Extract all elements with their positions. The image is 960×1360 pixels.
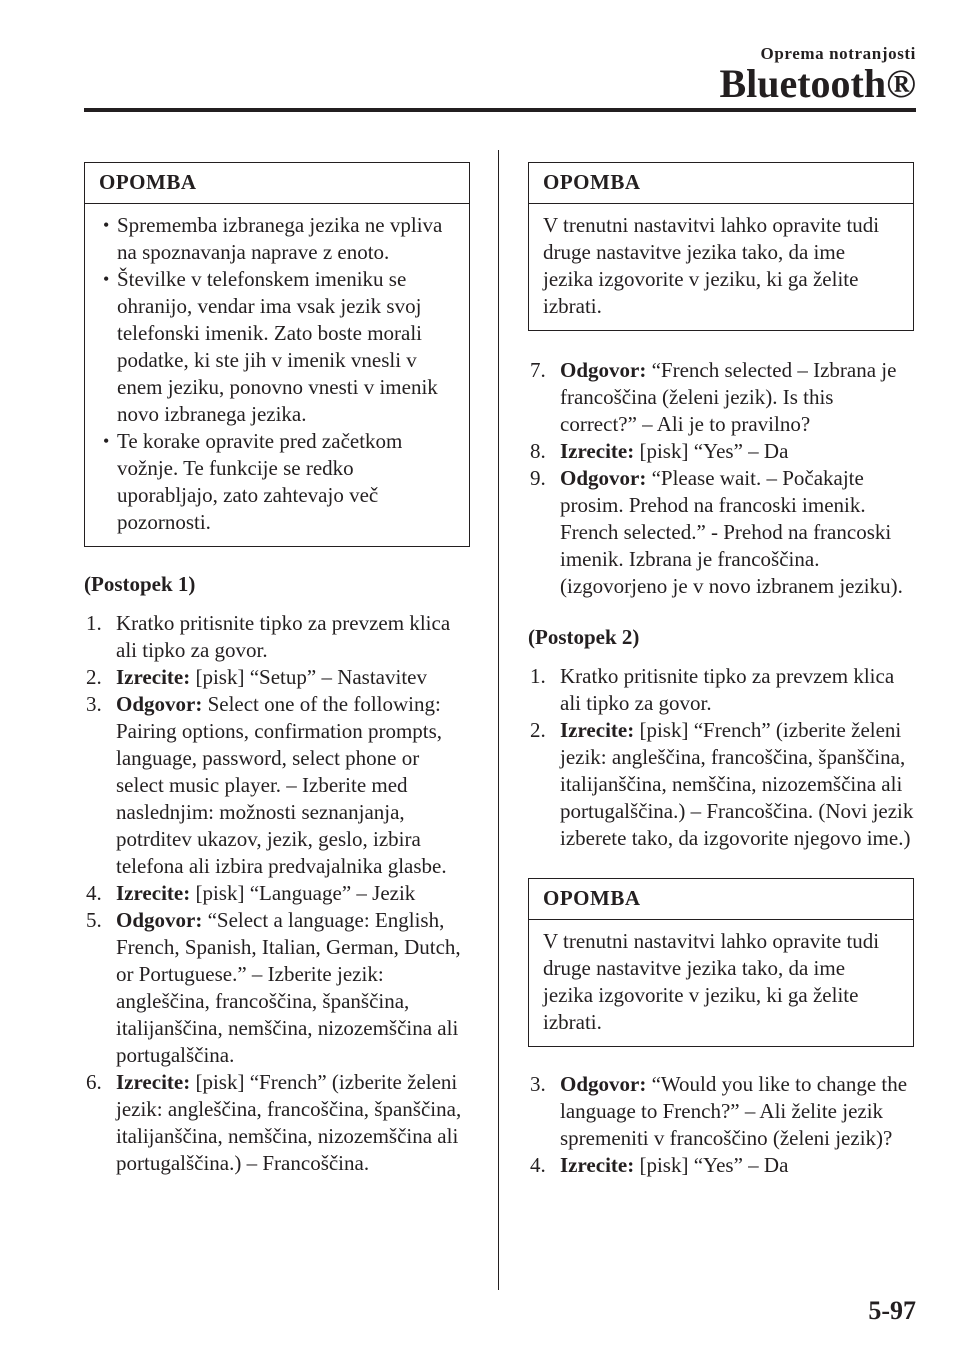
step-label: Izrecite: (116, 1070, 191, 1094)
step-text: [pisk] “Setup” – Nastavitev (195, 665, 427, 689)
step-number: 8. (530, 439, 546, 463)
step-number: 6. (86, 1070, 102, 1094)
step-label: Odgovor: (116, 908, 203, 932)
note-title: OPOMBA (85, 163, 469, 204)
step-label: Izrecite: (116, 881, 191, 905)
step-number: 2. (86, 665, 102, 689)
step-item (84, 664, 470, 691)
step-number: 1. (86, 611, 102, 635)
note-bullet-text: Sprememba izbranega jezika ne vpliva na spoznavanja naprave z enoto. (117, 213, 443, 264)
step-number: 4. (86, 881, 102, 905)
step-number: 4. (530, 1153, 546, 1177)
bullet-icon: • (103, 215, 110, 235)
step-item (528, 438, 914, 465)
step-number: 3. (530, 1072, 546, 1096)
page-title: Bluetooth® (719, 61, 916, 106)
note-text: V trenutni nastavitvi lahko opravite tudi druge nastavitve jezika tako, da ime jezika izgovorite v jeziku, ki ga želite izbrati. (543, 213, 880, 318)
step-number: 3. (86, 692, 102, 716)
step-item (528, 717, 914, 852)
page-number: 5-97 (868, 1296, 916, 1325)
bullet-icon: • (103, 269, 110, 289)
step-label: Izrecite: (560, 1153, 635, 1177)
section-name: Oprema notranjosti (760, 44, 916, 63)
note-bullet-item (99, 266, 455, 428)
step-text: Kratko pritisnite tipko za prevzem klica ali tipko za govor. (560, 664, 895, 715)
step-text: Select one of the following: Pairing options, confirmation prompts, language, password, select phone or select music player. – Izberite med naslednjim: možnosti seznanjanja, potrditev ukazov, jezik, geslo, izbira telefona ali izbira predvajalnika glasbe. (116, 692, 447, 878)
step-item (528, 1071, 914, 1152)
step-item (528, 465, 914, 600)
note-title: OPOMBA (529, 163, 913, 204)
column-divider (498, 150, 499, 1290)
step-number: 9. (530, 466, 546, 490)
step-label: Odgovor: (560, 466, 647, 490)
step-label: Odgovor: (560, 1072, 647, 1096)
step-item (84, 610, 470, 664)
note-body (529, 204, 913, 330)
step-label: Izrecite: (116, 665, 191, 689)
note-text: V trenutni nastavitvi lahko opravite tudi druge nastavitve jezika tako, da ime jezika izgovorite v jeziku, ki ga želite izbrati. (543, 929, 880, 1034)
note-box (528, 878, 914, 1047)
bullet-icon: • (103, 431, 110, 451)
step-text: “Please wait. – Počakajte prosim. Prehod na francoski imenik. French selected.” - Prehod na francoski imenik. Izbrana je francoščina. (izgovorjeno je v novo izbranem jeziku). (560, 466, 903, 598)
step-item (84, 691, 470, 880)
step-text: Kratko pritisnite tipko za prevzem klica ali tipko za govor. (116, 611, 451, 662)
step-text: “French selected – Izbrana je francoščina (želeni jezik). Is this correct?” – Ali je to pravilno? (560, 358, 897, 436)
note-body (85, 204, 469, 546)
step-text: “Would you like to change the language to French?” – Ali želite jezik spremeniti v francoščino (želeni jezik)? (560, 1072, 908, 1150)
right-column (528, 162, 914, 1179)
procedure-heading: (Postopek 1) (84, 572, 196, 596)
step-number: 7. (530, 358, 546, 382)
step-item (528, 1152, 914, 1179)
step-text: [pisk] “French” (izberite želeni jezik: angleščina, francoščina, španščina, italijanščina, nemščina, nizozemščina ali portugalščina.) – Francoščina. (116, 1070, 462, 1175)
left-column (84, 162, 470, 1177)
step-item (84, 880, 470, 907)
step-text: “Select a language: English, French, Spanish, Italian, German, Dutch, or Portuguese.” – Izberite jezik: angleščina, francoščina, španščina, italijanščina, nemščina, nizozemščina ali portugalščina. (116, 908, 461, 1067)
step-label: Izrecite: (560, 718, 635, 742)
note-bullet-text: Številke v telefonskem imeniku se ohranijo, vendar ima vsak jezik svoj telefonski imenik. Zato boste morali podatke, ki ste jih v imenik vnesli v enem jeziku, ponovno vnesti v imenik novo izbranega jezika. (117, 267, 438, 426)
note-title: OPOMBA (529, 879, 913, 920)
step-text: [pisk] “Language” – Jezik (195, 881, 416, 905)
note-bullet-item (99, 212, 455, 266)
step-label: Odgovor: (560, 358, 647, 382)
header-rule (84, 108, 916, 112)
step-label: Odgovor: (116, 692, 203, 716)
note-box (528, 162, 914, 331)
step-label: Izrecite: (560, 439, 635, 463)
note-box (84, 162, 470, 547)
step-item (528, 357, 914, 438)
step-number: 2. (530, 718, 546, 742)
step-text: [pisk] “French” (izberite želeni jezik: angleščina, francoščina, španščina, italijanščina, nemščina, nizozemščina ali portugalščina.) – Francoščina. (Novi jezik izberete tako, da izgovorite njegovo ime.) (560, 718, 914, 850)
step-item (528, 663, 914, 717)
step-text: [pisk] “Yes” – Da (639, 1153, 789, 1177)
step-text: [pisk] “Yes” – Da (639, 439, 789, 463)
step-number: 5. (86, 908, 102, 932)
note-bullet-text: Te korake opravite pred začetkom vožnje. Te funkcije se redko uporabljajo, zato zahtevajo več pozornosti. (117, 429, 403, 534)
note-body (529, 920, 913, 1046)
note-bullet-item (99, 428, 455, 536)
step-number: 1. (530, 664, 546, 688)
step-item (84, 1069, 470, 1177)
procedure-heading: (Postopek 2) (528, 625, 640, 649)
step-item (84, 907, 470, 1069)
